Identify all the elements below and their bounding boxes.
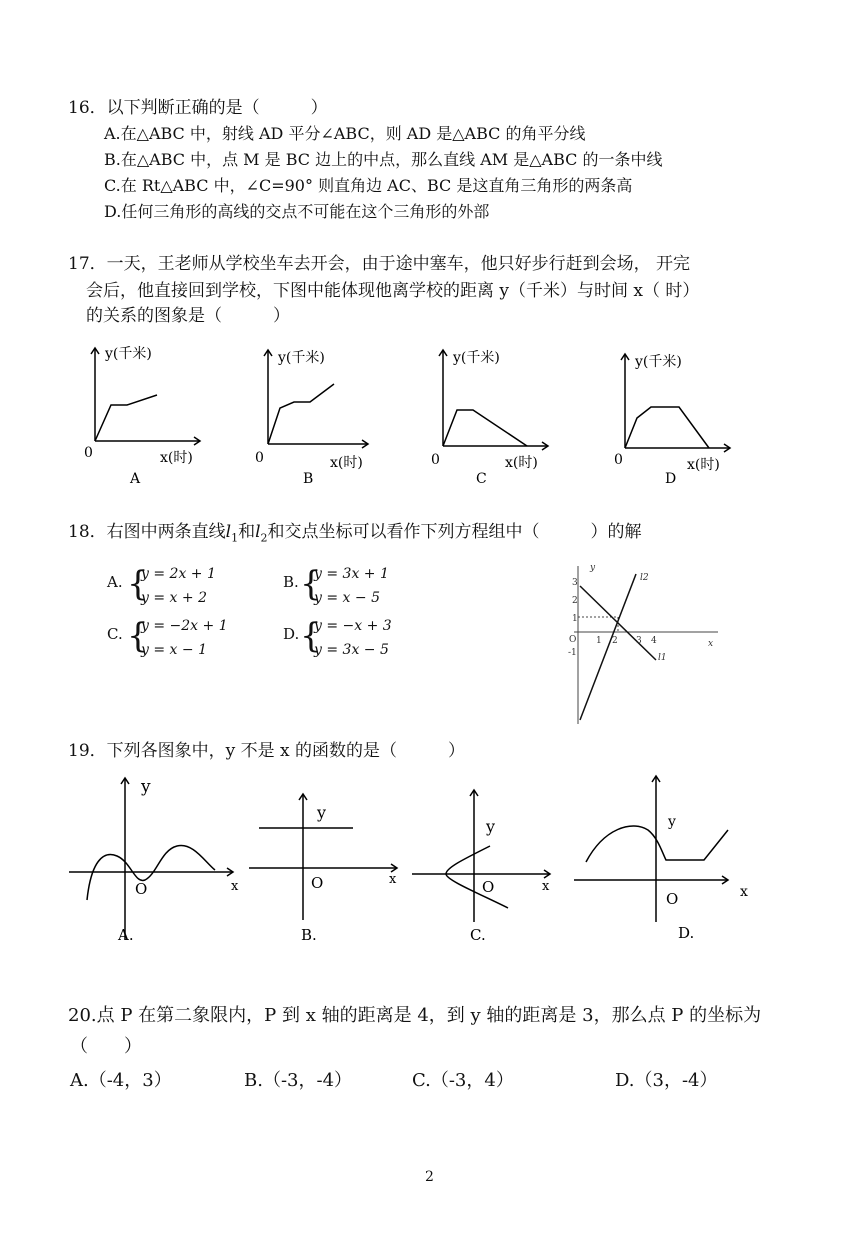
q17-d-letter: D [665, 471, 677, 487]
q17-b-ylabel: y(千米) [278, 350, 325, 366]
q19-graph-a [65, 772, 245, 947]
q18-and: 和 [238, 522, 256, 542]
q19-a-letter: A. [118, 926, 134, 944]
q16-option-a: A.在△ABC 中，射线 AD 平分∠ABC，则 AD 是△ABC 的角平分线 [104, 124, 586, 143]
q16-option-b: B.在△ABC 中，点 M 是 BC 边上的中点，那么直线 AM 是△ABC 的一条中线 [104, 150, 663, 169]
q19-c-ylabel: y [486, 817, 496, 836]
q18-fig-xtick-3: 3 [636, 636, 642, 646]
q17-stem-line-2: 会后，他直接回到学校，下图中能体现他离学校的距离 y（千米）与时间 x（ 时） [86, 281, 700, 301]
q18-stem-pre: 18．右图中两条直线 [68, 522, 226, 542]
page-number: 2 [425, 1169, 434, 1185]
q20-stem-line-2: （ ） [70, 1036, 142, 1057]
q18-l1: l [225, 522, 232, 542]
q18-fig-x-axis: x [708, 639, 714, 649]
q19-a-ylabel: y [141, 777, 151, 797]
q18-option-c [107, 615, 257, 663]
q19-d-origin: O [666, 890, 679, 908]
q18-option-a [107, 563, 247, 611]
q19-graph-d [570, 772, 755, 947]
q18-c-label: C. [107, 625, 123, 643]
q17-b-origin: 0 [255, 450, 264, 466]
q18-fig-ytick-3: 3 [572, 578, 578, 588]
q18-fig-xtick-4: 4 [651, 636, 657, 646]
q19-c-origin: O [482, 878, 495, 896]
q17-c-ylabel: y(千米) [453, 350, 500, 366]
q19-graph-b [245, 772, 415, 947]
q17-d-origin: 0 [614, 452, 623, 468]
q19-b-origin: O [311, 874, 324, 892]
q18-fig-origin: O [569, 635, 577, 645]
q19-graph-c [410, 772, 570, 947]
q17-d-ylabel: y(千米) [635, 354, 682, 370]
q17-b-letter: B [303, 471, 314, 487]
q17-graph-a [75, 340, 215, 487]
q19-d-ylabel: y [668, 814, 676, 830]
q18-fig-label-l1: l1 [658, 653, 667, 663]
q18-stem-post: 和交点坐标可以看作下列方程组中（ ）的解 [267, 522, 642, 542]
q18-fig-ytick-neg1: -1 [568, 648, 577, 658]
q19-a-origin: O [135, 880, 148, 898]
q18-c-eq1: y = −2x + 1 [141, 618, 228, 634]
q18-b-eq2: y = x − 5 [314, 590, 380, 606]
q18-fig-ytick-1: 1 [572, 614, 578, 624]
q17-a-letter: A [130, 471, 141, 487]
q17-a-ylabel: y(千米) [105, 346, 152, 362]
q18-fig-xtick-2: 2 [612, 636, 618, 646]
q18-b-eq1: y = 3x + 1 [314, 566, 389, 582]
q20-option-a: A.（-4，3） [70, 1070, 172, 1091]
q17-c-xlabel: x(时) [505, 455, 538, 471]
q18-d-brace: { [300, 616, 322, 656]
q17-c-origin: 0 [431, 452, 440, 468]
q16-option-d: D.任何三角形的高线的交点不可能在这个三角形的外部 [104, 202, 490, 221]
q18-option-d [283, 615, 433, 663]
q18-fig-y-axis: y [590, 563, 596, 573]
q19-b-letter: B. [301, 926, 317, 944]
q18-c-brace: { [127, 616, 149, 656]
q19-b-ylabel: y [317, 803, 327, 822]
q18-a-eq1: y = 2x + 1 [141, 566, 216, 582]
q18-b-brace: { [300, 564, 322, 604]
q17-graph-d [605, 340, 745, 487]
q18-l2: l [255, 522, 261, 542]
q16-stem: 16．以下判断正确的是（ ） [68, 98, 328, 118]
q19-a-xlabel: x [231, 879, 239, 894]
q19-d-xlabel: x [740, 884, 748, 900]
q19-stem: 19．下列各图象中，y 不是 x 的函数的是（ ） [68, 741, 466, 761]
q18-c-eq2: y = x − 1 [141, 642, 207, 658]
q19-b-xlabel: x [389, 872, 397, 887]
q18-fig-xtick-1: 1 [596, 636, 602, 646]
q16-option-c: C.在 Rt△ABC 中，∠C=90° 则直角边 AC、BC 是这直角三角形的两条高 [104, 176, 633, 195]
q18-d-eq1: y = −x + 3 [314, 618, 392, 634]
q17-b-xlabel: x(时) [330, 455, 363, 471]
q19-d-letter: D. [678, 924, 695, 942]
q18-figure [560, 558, 730, 728]
q18-l1-sub: 1 [231, 531, 239, 545]
q17-a-xlabel: x(时) [160, 450, 193, 466]
q17-stem-line-3: 的关系的图象是（ ） [86, 306, 290, 326]
q18-d-label: D. [283, 625, 300, 643]
q20-stem-line-1: 20.点 P 在第二象限内，P 到 x 轴的距离是 4，到 y 轴的距离是 3，那么点 P 的坐标为 [68, 1005, 762, 1026]
q18-b-label: B. [283, 573, 299, 591]
q18-a-label: A. [107, 573, 123, 591]
q18-option-b [283, 563, 423, 611]
q20-option-b: B.（-3，-4） [244, 1070, 353, 1091]
q18-stem [68, 521, 642, 549]
q19-c-letter: C. [470, 926, 486, 944]
q19-c-xlabel: x [542, 879, 550, 894]
q17-a-origin: 0 [84, 445, 93, 461]
q17-stem-line-1: 17．一天，王老师从学校坐车去开会，由于途中塞车，他只好步行赶到会场， 开完 [68, 254, 691, 274]
q18-a-eq2: y = x + 2 [141, 590, 207, 606]
q17-d-xlabel: x(时) [687, 457, 720, 473]
q18-d-eq2: y = 3x − 5 [314, 642, 389, 658]
q17-graph-c [423, 340, 563, 487]
q20-option-c: C.（-3，4） [412, 1070, 514, 1091]
q18-fig-ytick-2: 2 [572, 596, 578, 606]
q18-a-brace: { [127, 564, 149, 604]
q17-c-letter: C [476, 471, 487, 487]
q18-l2-sub: 2 [260, 531, 268, 545]
q17-graph-b [248, 340, 388, 487]
q20-option-d: D.（3，-4） [615, 1070, 718, 1091]
q18-fig-label-l2: l2 [640, 573, 649, 583]
